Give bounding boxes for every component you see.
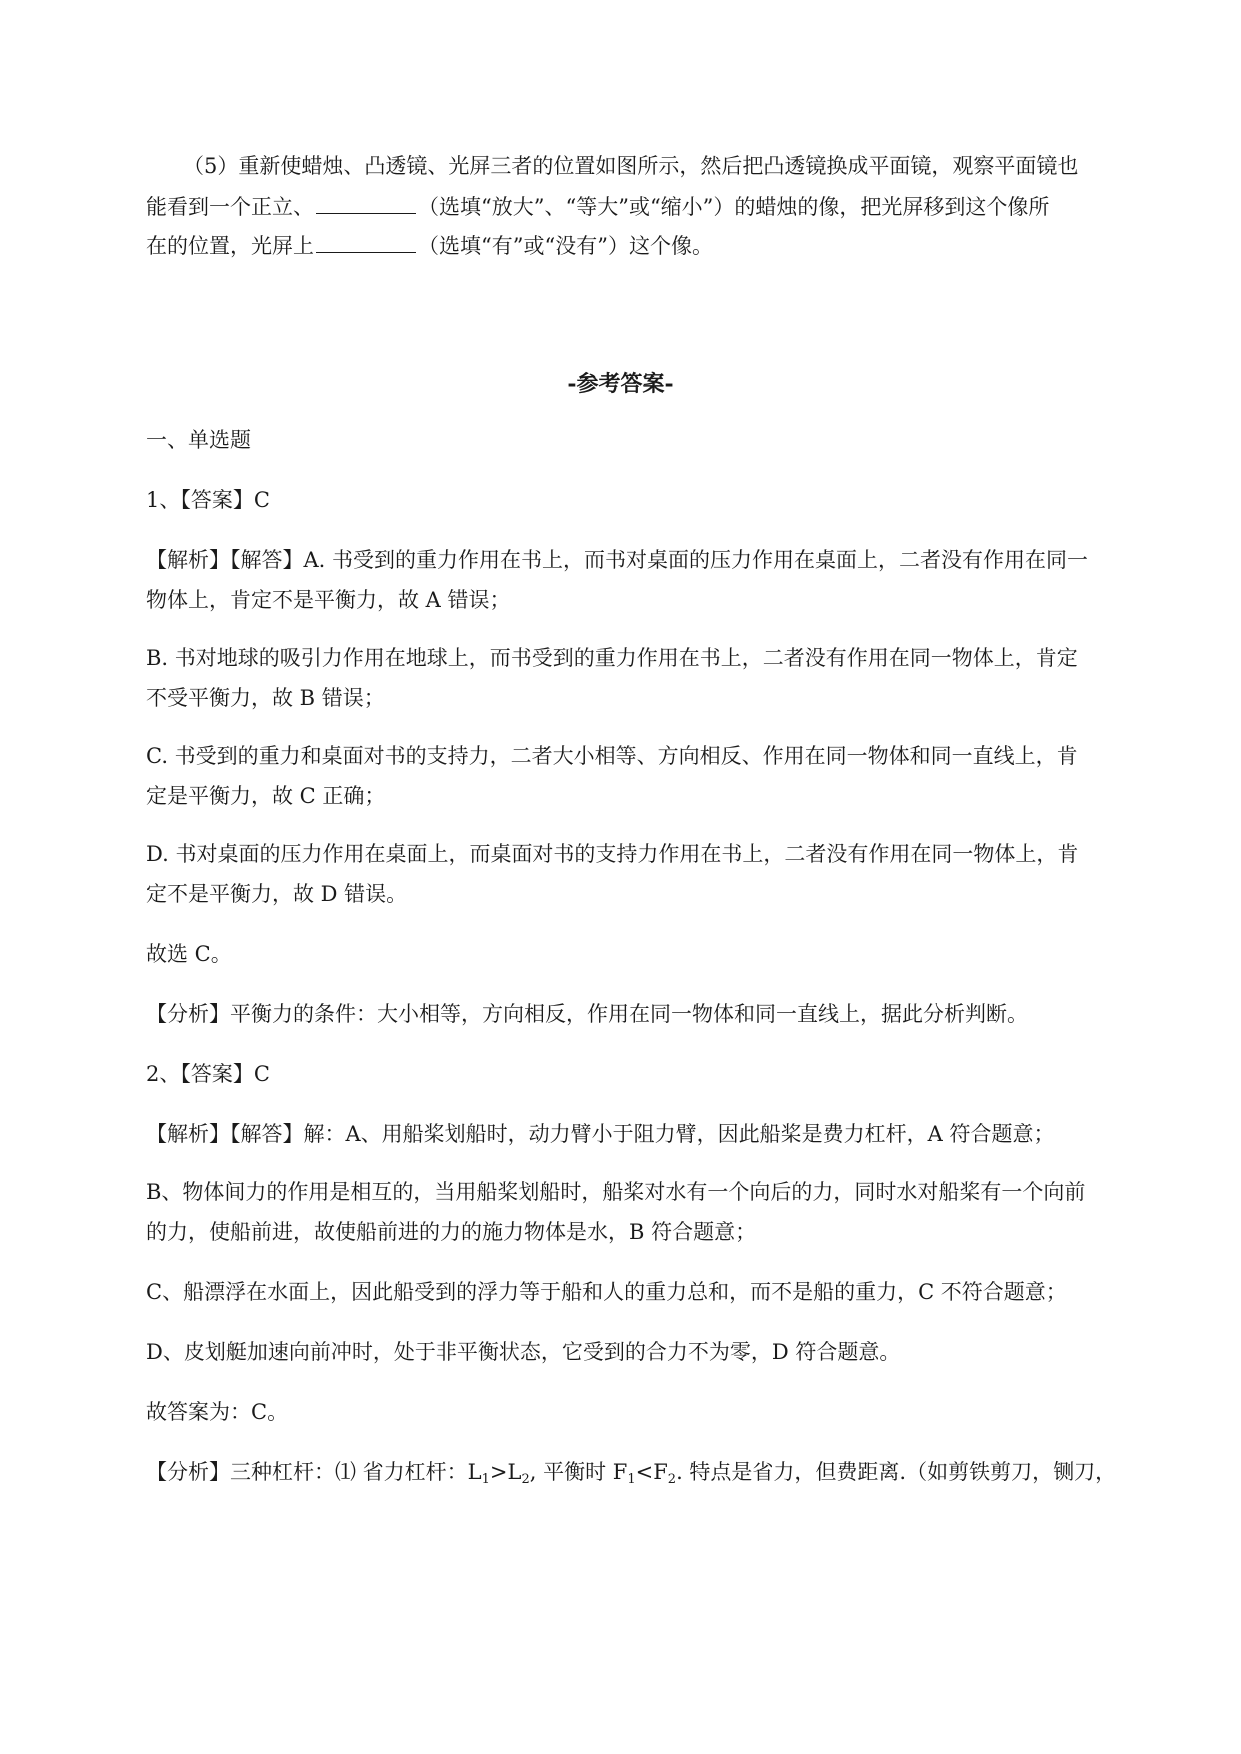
- answer-1-choice: 故选 C。: [146, 942, 232, 966]
- answer-1-note: 【分析】平衡力的条件：大小相等，方向相反，作用在同一物体和同一直线上，据此分析判断。: [146, 1002, 1028, 1026]
- q5-line-3-start: 在的位置，光屏上: [146, 234, 314, 258]
- answer-2-choice: 故答案为：C。: [146, 1400, 289, 1424]
- subscript-2: 2: [521, 1472, 530, 1487]
- note-part-a: 【分析】三种杠杆：⑴ 省力杠杆：L: [146, 1460, 482, 1484]
- note-part-c: , 平衡时 F: [529, 1460, 628, 1484]
- subscript-3: 1: [627, 1472, 636, 1487]
- note-part-b: >L: [489, 1460, 522, 1484]
- subscript-1: 1: [481, 1472, 490, 1487]
- answer-2-c-line-1: C、船漂浮在水面上，因此船受到的浮力等于船和人的重力总和，而不是船的重力，C 不符合题意；: [146, 1280, 1067, 1304]
- answer-1: 1、【答案】C: [146, 488, 270, 512]
- answer-2-d-line-1: D、皮划艇加速向前冲时，处于非平衡状态，它受到的合力不为零，D 符合题意。: [146, 1340, 901, 1364]
- answers-heading: -参考答案-: [567, 371, 674, 397]
- subscript-4: 2: [667, 1472, 677, 1487]
- q5-line-2-end: （选填“放大”、“等大”或“缩小”）的蜡烛的像，把光屏移到这个像所: [418, 195, 1050, 219]
- q5-line-2-start: 能看到一个正立、: [146, 195, 314, 219]
- answer-1-analysis-line-2: 物体上，肯定不是平衡力，故 A 错误；: [146, 588, 511, 612]
- answer-1-d-line-1: D. 书对桌面的压力作用在桌面上，而桌面对书的支持力作用在书上，二者没有作用在同一物体上，肯: [146, 842, 1079, 866]
- answer-2-b-line-1: B、物体间力的作用是相互的，当用船桨划船时，船桨对水有一个向后的力，同时水对船桨有一个向前: [146, 1180, 1086, 1204]
- q5-line-3: [146, 226, 1146, 266]
- answer-1-analysis-line-1: 【解析】【解答】A. 书受到的重力作用在书上，而书对桌面的压力作用在桌面上，二者没有作用在同一: [146, 548, 1089, 572]
- answer-1-b-line-2: 不受平衡力，故 B 错误；: [146, 686, 385, 710]
- note-part-d: <F: [635, 1460, 668, 1484]
- q5-line-1: （5）重新使蜡烛、凸透镜、光屏三者的位置如图所示，然后把凸透镜换成平面镜，观察平面镜也: [183, 154, 1079, 178]
- answer-2: 2、【答案】C: [146, 1062, 270, 1086]
- answer-1-c-line-1: C. 书受到的重力和桌面对书的支持力，二者大小相等、方向相反、作用在同一物体和同一直线上，肯: [146, 744, 1078, 768]
- answer-blank-2: [316, 230, 416, 253]
- section-title: 一、单选题: [146, 428, 251, 452]
- q5-line-2: [146, 187, 1146, 227]
- note-part-e: . 特点是省力，但费距离.（如剪铁剪刀，铡刀，: [676, 1460, 1117, 1484]
- answer-1-d-line-2: 定不是平衡力，故 D 错误。: [146, 882, 408, 906]
- answer-1-c-line-2: 定是平衡力，故 C 正确；: [146, 784, 386, 808]
- q5-line-3-end: （选填“有”或“没有”）这个像。: [418, 234, 713, 258]
- answer-2-b-line-2: 的力，使船前进，故使船前进的力的施力物体是水，B 符合题意；: [146, 1220, 757, 1244]
- answer-2-note: [146, 1452, 1146, 1492]
- answer-1-b-line-1: B. 书对地球的吸引力作用在地球上，而书受到的重力作用在书上，二者没有作用在同一物体上，肯定: [146, 646, 1078, 670]
- answer-2-analysis-line-1: 【解析】【解答】解：A、用船桨划船时，动力臂小于阻力臂，因此船桨是费力杠杆，A 符合题意；: [146, 1122, 1055, 1146]
- answer-blank-1: [316, 191, 416, 214]
